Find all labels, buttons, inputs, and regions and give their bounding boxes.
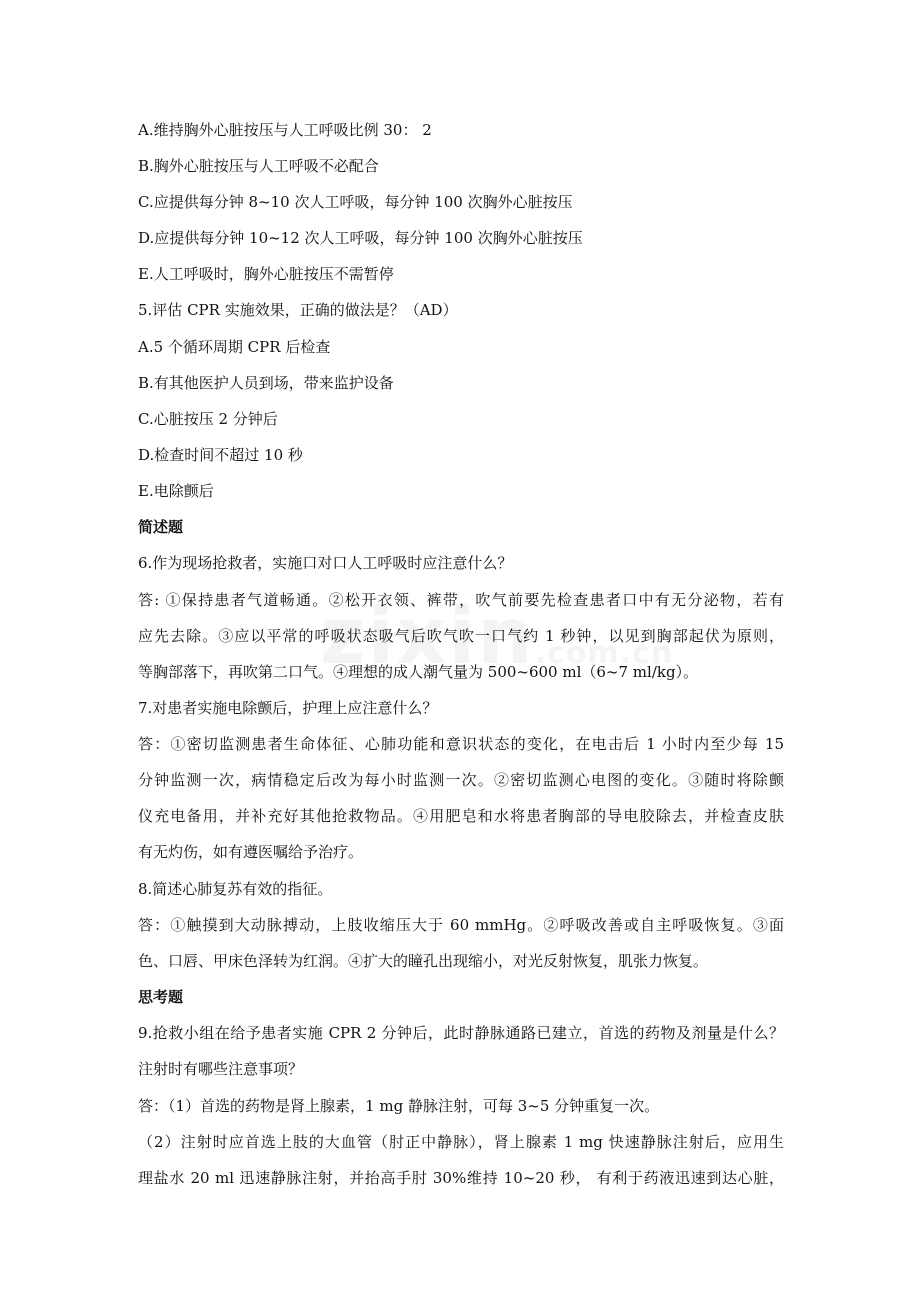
option-a: A.维持胸外心脏按压与人工呼吸比例 30： 2	[138, 121, 432, 139]
option-d: D.应提供每分钟 10~12 次人工呼吸，每分钟 100 次胸外心脏按压	[138, 229, 583, 247]
question-8: 8.简述心肺复苏有效的指征。	[138, 880, 333, 898]
question-9-line-1: 9.抢救小组在给予患者实施 CPR 2 分钟后，此时静脉通路已建立，首选的药物及剂量是什么？	[138, 1024, 784, 1042]
answer-6-line-2: 应先去除。③应以平常的呼吸状态吸气后吹气吹一口气约 1 秒钟，以见到胸部起伏为原则，	[138, 627, 784, 645]
section-heading-thinking: 思考题	[138, 988, 184, 1006]
q5-option-d: D.检查时间不超过 10 秒	[138, 446, 303, 464]
question-7: 7.对患者实施电除颤后，护理上应注意什么？	[138, 699, 438, 717]
question-9-line-2: 注射时有哪些注意事项？	[138, 1060, 304, 1078]
question-5: 5.评估 CPR 实施效果，正确的做法是？（AD）	[138, 301, 458, 319]
answer-8-line-1: 答：①触摸到大动脉搏动，上肢收缩压大于 60 mmHg。②呼吸改善或自主呼吸恢复。③面	[138, 916, 784, 934]
option-c: C.应提供每分钟 8~10 次人工呼吸，每分钟 100 次胸外心脏按压	[138, 193, 573, 211]
answer-8-line-2: 色、口唇、甲床色泽转为红润。④扩大的瞳孔出现缩小，对光反射恢复，肌张力恢复。	[138, 952, 709, 970]
section-heading-short-answer: 简述题	[138, 518, 184, 536]
answer-6-line-1: 答: ①保持患者气道畅通。②松开衣领、裤带，吹气前要先检查患者口中有无分泌物，若有	[138, 591, 784, 609]
answer-7-line-3: 仪充电备用，并补充好其他抢救物品。④用肥皂和水将患者胸部的导电胶除去，并检查皮肤	[138, 807, 784, 825]
answer-9-line-2: （2）注射时应首选上肢的大血管（肘正中静脉），肾上腺素 1 mg 快速静脉注射后，应用生	[138, 1133, 784, 1151]
answer-6-line-3: 等胸部落下，再吹第二口气。④理想的成人潮气量为 500~600 ml（6~7 ml/kg）。	[138, 663, 699, 681]
option-b: B.胸外心脏按压与人工呼吸不必配合	[138, 157, 379, 175]
q5-option-b: B.有其他医护人员到场，带来监护设备	[138, 374, 394, 392]
answer-7-line-4: 有无灼伤，如有遵医嘱给予治疗。	[138, 843, 364, 861]
q5-option-c: C.心脏按压 2 分钟后	[138, 410, 278, 428]
answer-7-line-1: 答：①密切监测患者生命体征、心肺功能和意识状态的变化，在电击后 1 小时内至少每 15	[138, 735, 784, 753]
answer-7-line-2: 分钟监测一次，病情稳定后改为每小时监测一次。②密切监测心电图的变化。③随时将除颤	[138, 771, 784, 789]
q5-option-a: A.5 个循环周期 CPR 后检查	[138, 338, 331, 356]
answer-9-line-3: 理盐水 20 ml 迅速静脉注射，并抬高手肘 30%维持 10~20 秒， 有利于药液迅速到达心脏，	[138, 1169, 784, 1187]
question-6: 6.作为现场抢救者，实施口对口人工呼吸时应注意什么？	[138, 554, 513, 572]
answer-9-line-1: 答：（1）首选的药物是肾上腺素，1 mg 静脉注射，可每 3~5 分钟重复一次。	[138, 1097, 660, 1115]
option-e: E.人工呼吸时，胸外心脏按压不需暂停	[138, 265, 394, 283]
q5-option-e: E.电除颤后	[138, 482, 214, 500]
